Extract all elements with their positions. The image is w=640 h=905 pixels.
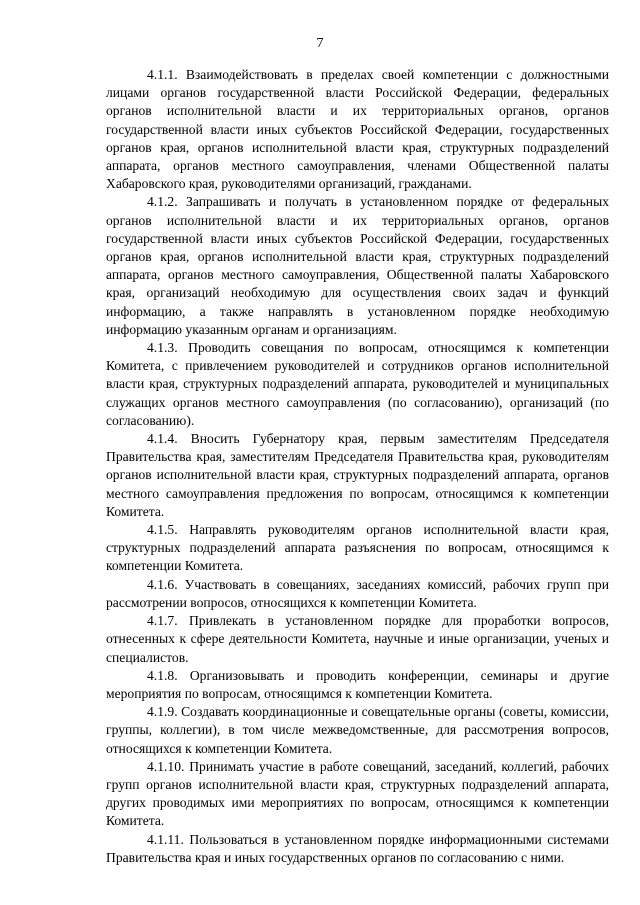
paragraph-4-1-10: 4.1.10. Принимать участие в работе совещаний, заседаний, коллегий, рабочих групп органов исполнительной власти края, структурных подразделений аппарата, других проводимых ими мероприятиях по вопросам, относящимся к компетенции Комитета. xyxy=(106,758,609,829)
paragraph-4-1-1: 4.1.1. Взаимодействовать в пределах своей компетенции с должностными лицами органов государственной власти Российской Федерации, федеральных органов исполнительной власти и их территориальных органов, органов государственной власти иных субъектов Российской Федерации, государственных органов края, органов исполнительной власти края, структурных подразделений аппарата, органов местного самоуправления, членами Общественной палаты Хабаровского края, руководителями организаций, гражданами. xyxy=(106,67,609,192)
paragraph-4-1-3: 4.1.3. Проводить совещания по вопросам, относящимся к компетенции Комитета, с привлечением руководителей и сотрудников органов исполнительной власти края, структурных подразделений аппарата, руководителей и муниципальных служащих органов местного самоуправления (по согласованию), организаций (по согласованию). xyxy=(106,340,609,428)
paragraph-4-1-8: 4.1.8. Организовывать и проводить конференции, семинары и другие мероприятия по вопросам, относящимся к компетенции Комитета. xyxy=(106,667,609,701)
paragraph-4-1-11: 4.1.11. Пользоваться в установленном порядке информационными системами Правительства края и иных государственных органов по согласованию с ними. xyxy=(106,831,609,865)
document-body xyxy=(106,66,609,867)
paragraph-4-1-2: 4.1.2. Запрашивать и получать в установленном порядке от федеральных органов исполнительной власти и их территориальных органов, органов государственной власти иных субъектов Российской Федерации, государственных органов края, органов исполнительной власти края, структурных подразделений аппарата, органов местного самоуправления, Общественной палаты Хабаровского края, организаций необходимую для осуществления своих задач и функций информацию, а также направлять в установленном порядке необходимую информацию указанным органам и организациям. xyxy=(106,194,609,337)
paragraph-4-1-7: 4.1.7. Привлекать в установленном порядке для проработки вопросов, отнесенных к сфере деятельности Комитета, научные и иные организации, ученых и специалистов. xyxy=(106,613,609,665)
paragraph-4-1-4: 4.1.4. Вносить Губернатору края, первым заместителям Председателя Правительства края, заместителям Председателя Правительства края, руководителям органов исполнительной власти края, структурных подразделений аппарата, органов местного самоуправления предложения по вопросам, относящимся к компетенции Комитета. xyxy=(106,431,609,519)
paragraph-4-1-6: 4.1.6. Участвовать в совещаниях, заседаниях комиссий, рабочих групп при рассмотрении вопросов, относящихся к компетенции Комитета. xyxy=(106,576,609,610)
page-number: 7 xyxy=(316,36,324,51)
paragraph-4-1-5: 4.1.5. Направлять руководителям органов исполнительной власти края, структурных подразделений аппарата разъяснения по вопросам, относящимся к компетенции Комитета. xyxy=(106,522,609,574)
paragraph-4-1-9: 4.1.9. Создавать координационные и совещательные органы (советы, комиссии, группы, коллегии), в том числе межведомственные, для рассмотрения вопросов, относящихся к компетенции Комитета. xyxy=(106,704,609,756)
